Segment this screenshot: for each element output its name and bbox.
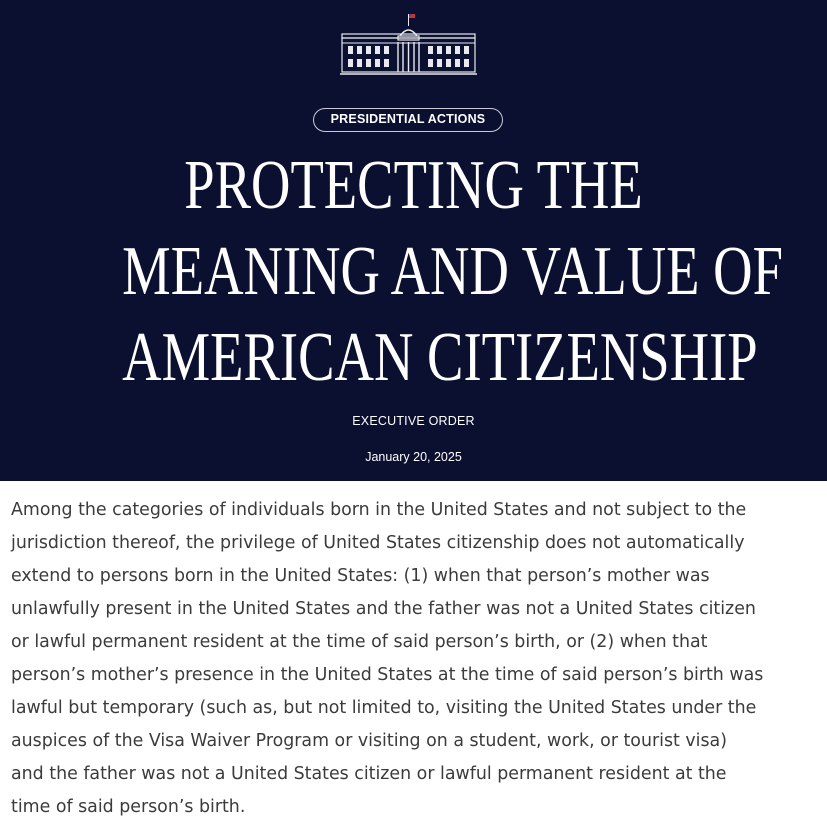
paragraph-line: lawful but temporary (such as, but not limited to, visiting the United States under the xyxy=(11,698,757,718)
paragraph-line: or lawful permanent resident at the time of said person’s birth, or (2) when that xyxy=(11,632,708,652)
white-house-icon[interactable] xyxy=(340,12,477,76)
page-title-line: MEANING AND VALUE OF xyxy=(122,233,783,310)
paragraph-line: person’s mother’s presence in the United States at the time of said person’s birth was xyxy=(11,665,764,685)
category-badge[interactable]: PRESIDENTIAL ACTIONS xyxy=(313,108,503,132)
paragraph-line: jurisdiction thereof, the privilege of United States citizenship does not automatically xyxy=(11,533,745,553)
paragraph-line: unlawfully present in the United States and the father was not a United States citizen xyxy=(11,599,756,619)
article-paragraph xyxy=(11,494,823,824)
paragraph-line: time of said person’s birth. xyxy=(11,797,246,817)
paragraph-line: extend to persons born in the United States: (1) when that person’s mother was xyxy=(11,566,710,586)
page-title-line: PROTECTING THE xyxy=(184,147,643,224)
publication-date: January 20, 2025 xyxy=(365,450,462,464)
paragraph-line: Among the categories of individuals born in the United States and not subject to the xyxy=(11,500,747,520)
paragraph-line: and the father was not a United States citizen or lawful permanent resident at the xyxy=(11,764,727,784)
document-type: EXECUTIVE ORDER xyxy=(352,414,475,428)
page-title-line: AMERICAN CITIZENSHIP xyxy=(122,319,758,396)
page-title xyxy=(122,143,783,401)
paragraph-line: auspices of the Visa Waiver Program or visiting on a student, work, or tourist visa) xyxy=(11,731,727,751)
